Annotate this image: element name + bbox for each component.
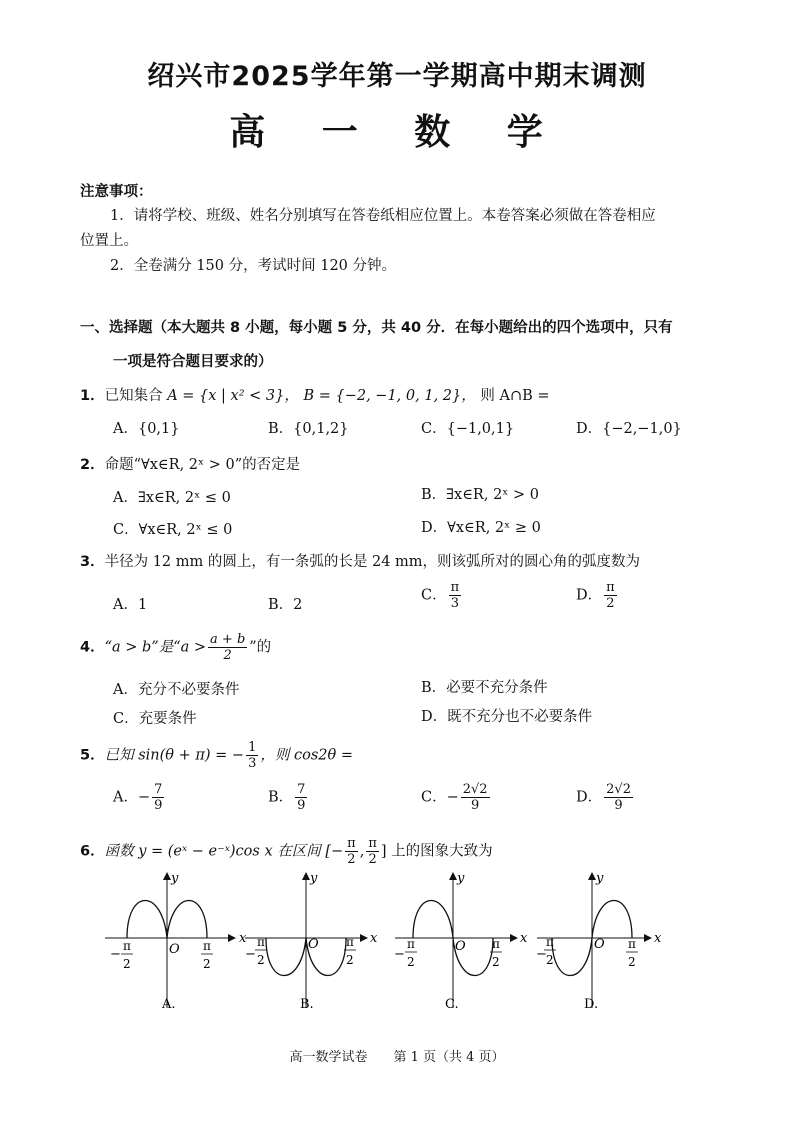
y-axis-arrow-icon [163, 872, 171, 880]
question-2: 2．命题“∀x∈R, 2ˣ > 0”的否定是 [80, 457, 301, 473]
graph-label: A. [162, 997, 176, 1012]
exam-title: 绍兴市2025学年第一学期高中期末调测 [147, 61, 647, 92]
x-label: x [239, 931, 247, 946]
q1-option-d: D．{−2,−1,0} [576, 421, 682, 437]
graph-a [100, 868, 250, 1018]
y-axis-arrow-icon [449, 872, 457, 880]
fraction: $\frac{\pi}{2}$ [347, 836, 356, 867]
tick-2: 2 [407, 955, 415, 969]
question-3: 3．半径为 12 mm 的圆上，有一条弧的长是 24 mm，则该弧所对的圆心角的弧度数为 [80, 554, 641, 570]
notice-item-1: 1．请将学校、班级、姓名分别填写在答卷纸相应位置上。本卷答案必须做在答卷相应 [110, 208, 656, 224]
x-label: x [520, 931, 528, 946]
fraction: $\frac{7}{9}$ [297, 782, 306, 813]
tick-pi: π [123, 939, 131, 953]
notice-item-1-cont: 位置上。 [80, 233, 138, 249]
q3-option-c: C． $\frac{\pi}{3}$ [421, 580, 460, 611]
origin-label: O [594, 937, 605, 952]
minus-sign: − [394, 947, 405, 962]
origin-label: O [455, 939, 466, 954]
y-label: y [596, 871, 604, 886]
notice-heading: 注意事项： [80, 184, 153, 200]
q2-option-a: A．∃x∈R, 2ˣ ≤ 0 [113, 490, 231, 506]
notice-item-2: 2．全卷满分 150 分，考试时间 120 分钟。 [110, 258, 397, 274]
question-6: 6．函数 y = (eˣ − e⁻ˣ)cos x 在区间 [− $\frac{\pi}{2}$ , $\frac{\pi}{2}$ ] 上的图象大致为 [80, 836, 493, 867]
section-heading-cont: 一项是符合题目要求的） [113, 354, 273, 370]
tick-pi: π [346, 935, 354, 949]
tick-pi: π [407, 937, 415, 951]
q3-option-b: B．2 [268, 597, 303, 613]
q5-option-c: C．− $\frac{2√2}{9}$ [421, 782, 488, 813]
graph-c [390, 868, 540, 1018]
question-1: 1．已知集合 A = {x | x² < 3}， B = {−2, −1, 0, 1, 2}， 则 A∩B = [80, 388, 550, 404]
tick-pi: π [203, 939, 211, 953]
tick-pi: π [546, 935, 554, 949]
origin-label: O [308, 937, 319, 952]
x-axis-arrow-icon [644, 934, 652, 942]
q4-option-d: D．既不充分也不必要条件 [421, 709, 593, 725]
tick-pi: π [628, 937, 636, 951]
graph-label: B. [300, 997, 314, 1012]
fraction: $\frac{1}{3}$ [248, 740, 257, 771]
tick-2: 2 [123, 957, 131, 971]
tick-pi: π [257, 935, 265, 949]
fraction: $\frac{a + b}{2}$ [210, 632, 246, 663]
tick-2: 2 [203, 957, 211, 971]
minus-sign: − [245, 947, 256, 962]
y-label: y [310, 871, 318, 886]
fraction: $\frac{\pi}{3}$ [450, 580, 460, 611]
graph-label: D. [584, 997, 599, 1012]
q3-option-d: D． $\frac{\pi}{2}$ [576, 580, 615, 611]
q4-option-b: B．必要不充分条件 [421, 680, 548, 696]
subject-title: 高 一 数 学 [229, 112, 565, 153]
tick-2: 2 [346, 953, 354, 967]
q1-option-b: B．{0,1,2} [268, 421, 349, 437]
graph-b [240, 868, 390, 1018]
q2-option-d: D．∀x∈R, 2ˣ ≥ 0 [421, 520, 541, 536]
tick-2: 2 [492, 955, 500, 969]
fraction: $\frac{\pi}{2}$ [368, 836, 377, 867]
q4-option-c: C．充要条件 [113, 711, 197, 727]
q1-option-a: A．{0,1} [113, 421, 180, 437]
tick-2: 2 [257, 953, 265, 967]
q3-option-a: A．1 [113, 597, 148, 613]
q2-option-b: B．∃x∈R, 2ˣ > 0 [421, 487, 540, 503]
q1-option-c: C．{−1,0,1} [421, 421, 515, 437]
tick-pi: π [492, 937, 500, 951]
origin-label: O [169, 942, 180, 957]
fraction: $\frac{2√2}{9}$ [606, 782, 631, 813]
x-label: x [370, 931, 378, 946]
fraction: $\frac{\pi}{2}$ [606, 580, 615, 611]
y-axis-arrow-icon [302, 872, 310, 880]
y-label: y [457, 871, 465, 886]
y-axis-arrow-icon [588, 872, 596, 880]
tick-2: 2 [628, 955, 636, 969]
q5-option-b: B． $\frac{7}{9}$ [268, 782, 306, 813]
section-heading: 一、选择题（本大题共 8 小题，每小题 5 分，共 40 分．在每小题给出的四个选项中，只有 [80, 320, 673, 336]
q5-option-a: A．− $\frac{7}{9}$ [113, 782, 163, 813]
minus-sign: − [536, 947, 547, 962]
x-axis-arrow-icon [228, 934, 236, 942]
question-4: 4．“a > b”是“a > $\frac{a + b}{2}$ ”的 [80, 632, 272, 663]
q4-option-a: A．充分不必要条件 [113, 682, 240, 698]
graph-label: C. [445, 997, 459, 1012]
graph-d [532, 868, 682, 1018]
x-axis-arrow-icon [360, 934, 368, 942]
minus-sign: − [110, 947, 121, 962]
x-axis-arrow-icon [510, 934, 518, 942]
q5-option-d: D． $\frac{2√2}{9}$ [576, 782, 631, 813]
fraction: $\frac{2√2}{9}$ [462, 782, 488, 813]
x-label: x [654, 931, 662, 946]
page-footer: 高一数学试卷 第 1 页（共 4 页） [289, 1050, 505, 1065]
tick-2: 2 [546, 953, 554, 967]
y-label: y [171, 871, 179, 886]
fraction: $\frac{7}{9}$ [154, 782, 163, 813]
question-5: 5．已知 sin(θ + π) = − $\frac{1}{3}$ ，则 cos2θ = [80, 740, 353, 771]
q2-option-c: C．∀x∈R, 2ˣ ≤ 0 [113, 522, 233, 538]
